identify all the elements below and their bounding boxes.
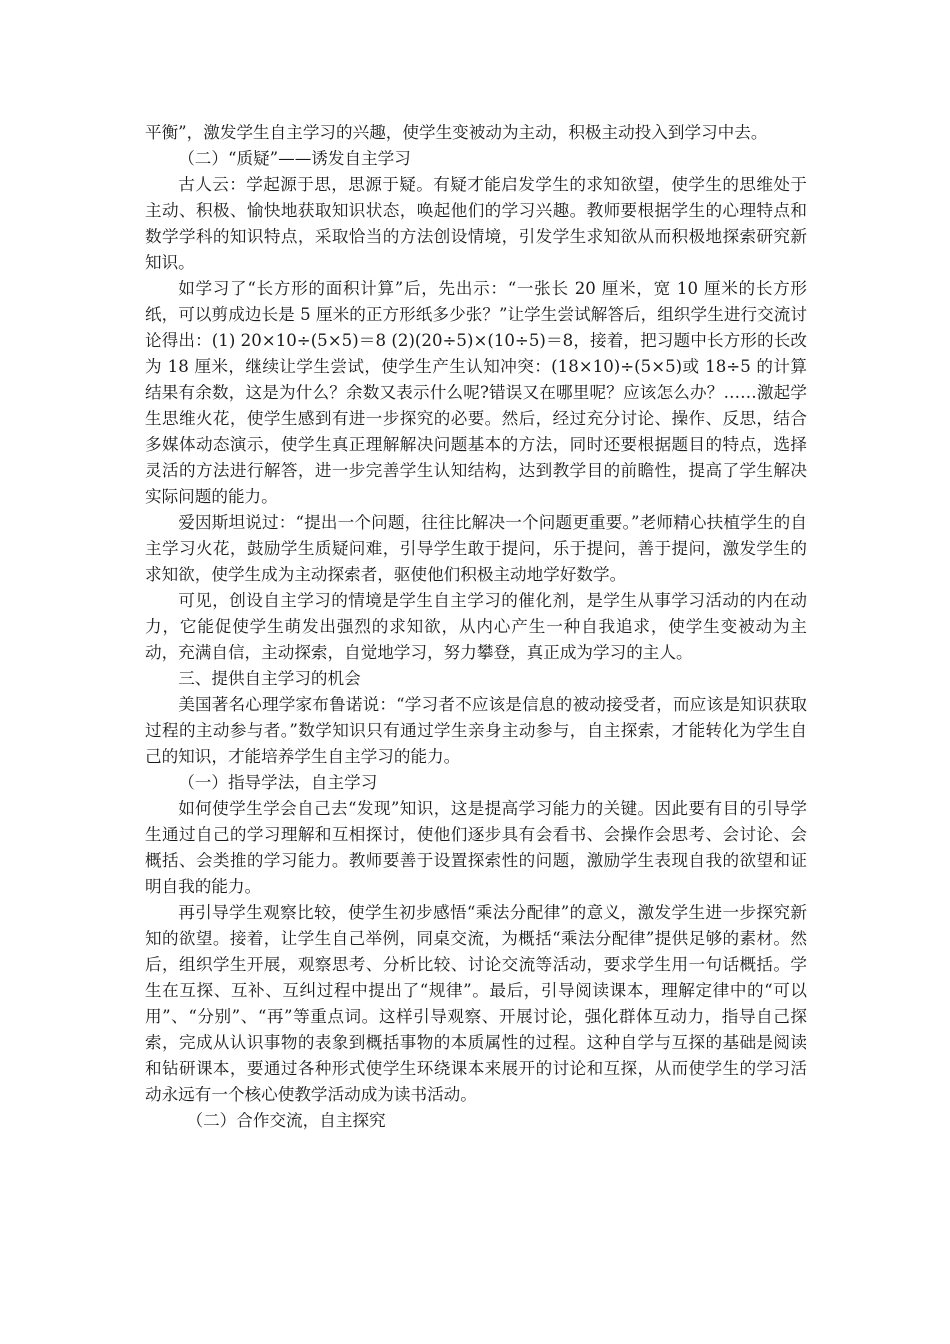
paragraph-continuation: 平衡”，激发学生自主学习的兴趣，使学生变被动为主动，积极主动投入到学习中去。 (145, 123, 768, 142)
section-heading-study-method: （一）指导学法，自主学习 (178, 773, 378, 792)
paragraph-einstein-quote: 爱因斯坦说过：“提出一个问题，往往比解决一个问题更重要。”老师精心扶植学生的自主学习火花，鼓励学生质疑问难，引导学生敢于提问，乐于提问，善于提问，激发学生的求知欲，使学生成为主动探索者，驱使他们积极主动地学好数学。 (145, 513, 807, 584)
section-heading-cooperation: （二）合作交流，自主探究 (186, 1111, 386, 1130)
section-heading-questioning: （二）“质疑”——诱发自主学习 (178, 149, 411, 168)
paragraph-rectangle-example: 如学习了“长方形的面积计算”后，先出示：“一张长 20 厘米，宽 10 厘米的长方形纸，可以剪成边长是 5 厘米的正方形纸多少张？”让学生尝试解答后，组织学生进行交流讨论得出：(1) 20×10÷(5×5)＝8 (2)(20÷5)×(10÷5)＝8，接着，把习题中长方形的长改为 18 厘米，继续让学生尝试，使学生产生认知冲突：(18×10)÷(5×5)或 18÷5 的计算结果有余数，这是为什么？余数又表示什么呢?错误又在哪里呢？应该怎么办？……激起学生思维火花，使学生感到有进一步探究的必要。然后，经过充分讨论、操作、反思，结合多媒体动态演示，使学生真正理解解决问题基本的方法，同时还要根据题目的特点，选择灵活的方法进行解答，进一步完善学生认知结构，达到教学目的前瞻性，提高了学生解决实际问题的能力。 (145, 279, 807, 506)
paragraph-distributive-law: 再引导学生观察比较，使学生初步感悟“乘法分配律”的意义，激发学生进一步探究新知的欲望。接着，让学生自己举例，同桌交流，为概括“乘法分配律”提供足够的素材。然后，组织学生开展，观察思考、分析比较、讨论交流等活动，要求学生用一句话概括。学生在互探、互补、互纠过程中提出了“规律”。最后，引导阅读课本，理解定律中的“可以用”、“分别”、“再”等重点词。这样引导观察、开展讨论，强化群体互动力，指导自己探索，完成从认识事物的表象到概括事物的本质属性的过程。这种自学与互探的基础是阅读和钻研课本，要通过各种形式使学生环绕课本来展开的讨论和互探，从而使学生的学习活动永远有一个核心使教学活动成为读书活动。 (145, 903, 807, 1104)
paragraph-bruner-quote: 美国著名心理学家布鲁诺说：“学习者不应该是信息的被动接受者，而应该是知识获取过程的主动参与者。”数学知识只有通过学生亲身主动参与，自主探索，才能转化为学生自己的知识，才能培养学生自主学习的能力。 (145, 695, 807, 766)
section-heading-opportunity: 三、提供自主学习的机会 (178, 669, 361, 688)
paragraph-conclusion: 可见，创设自主学习的情境是学生自主学习的催化剂，是学生从事学习活动的内在动力，它能促使学生萌发出强烈的求知欲，从内心产生一种自我追求，使学生变被动为主动，充满自信，主动探索，自觉地学习，努力攀登，真正成为学习的主人。 (145, 591, 807, 662)
paragraph-discover-knowledge: 如何使学生学会自己去“发现”知识，这是提高学习能力的关键。因此要有目的引导学生通过自己的学习理解和互相探讨，使他们逐步具有会看书、会操作会思考、会讨论、会概括、会类推的学习能力。教师要善于设置探索性的问题，激励学生表现自我的欲望和证明自我的能力。 (145, 799, 807, 896)
paragraph-ancient-saying: 古人云：学起源于思，思源于疑。有疑才能启发学生的求知欲望，使学生的思维处于主动、积极、愉快地获取知识状态，唤起他们的学习兴趣。教师要根据学生的心理特点和数学学科的知识特点，采取恰当的方法创设情境，引发学生求知欲从而积极地探索研究新知识。 (145, 175, 807, 272)
document-page (145, 120, 807, 1134)
